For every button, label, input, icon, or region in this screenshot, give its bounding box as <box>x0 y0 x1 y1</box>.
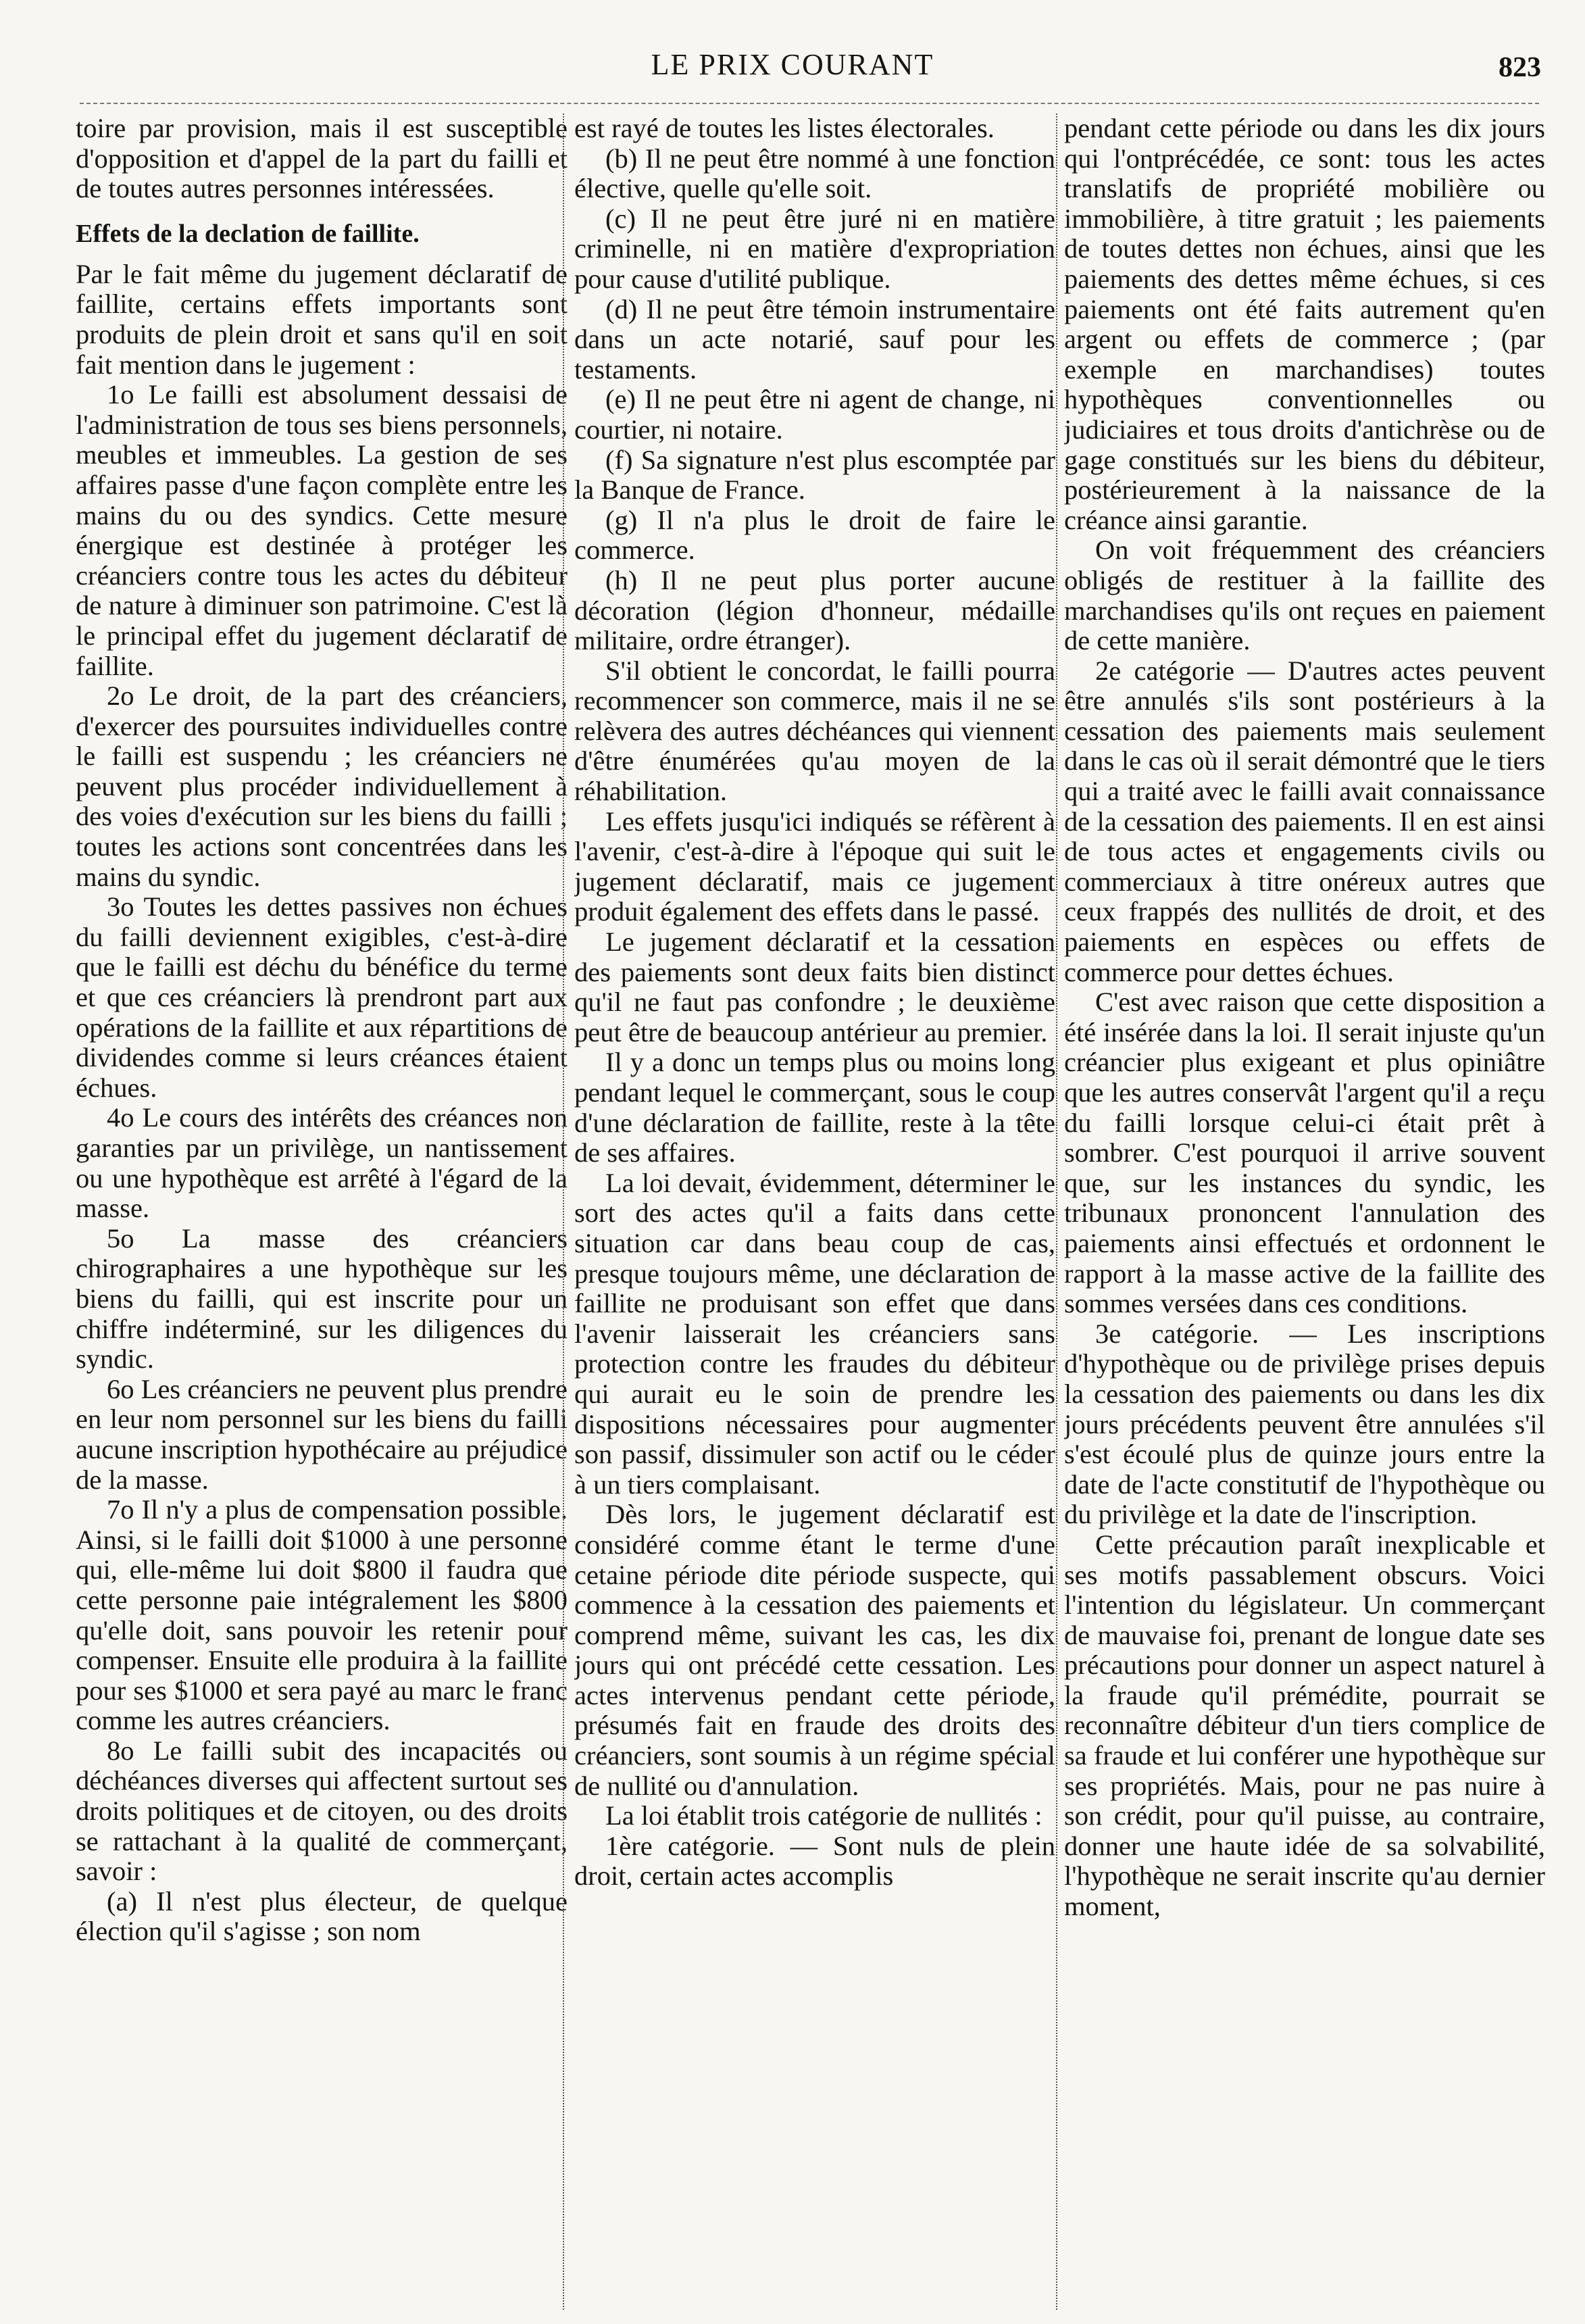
paragraph: (f) Sa signature n'est plus escomptée par la Banque de France. <box>574 444 1055 505</box>
text-column-2 <box>574 114 1055 2310</box>
paragraph: 1ère catégorie. — Sont nuls de plein droit, certain actes accomplis <box>574 1830 1055 1892</box>
paragraph: C'est avec raison que cette disposition a été insérée dans la loi. Il serait injuste qu'un créancier plus exigeant et plus opiniâtre que les autres conservât l'argent qu'il a reçu du failli lorsque celui-ci était prêt à sombrer. C'est pourquoi il arrive souvent que, sur les instances du syndic, les tribunaux prononcent l'annulation des paiements ainsi effectués et ordonnent le rapport à la masse active de la faillite des sommes versées dans ces conditions. <box>1064 987 1545 1319</box>
paragraph: (h) Il ne peut plus porter aucune décoration (légion d'honneur, médaille militaire, ordre étranger). <box>574 564 1055 656</box>
paragraph: 2o Le droit, de la part des créanciers, d'exercer des poursuites individuelles contre le failli est suspendu ; les créanciers ne peuvent plus procéder individuellement à des voies d'exécution sur les biens du failli ; toutes les actions sont concentrées dans les mains du syndic. <box>76 681 568 892</box>
paragraph: (c) Il ne peut être juré ni en matière criminelle, ni en matière d'expropriation pour cause d'utilité publique. <box>574 203 1055 294</box>
page-number: 823 <box>1499 52 1541 83</box>
paragraph: Cette précaution paraît inexplicable et ses motifs passablement obscurs. Voici l'intention du législateur. Un commerçant de mauvaise foi, prenant de longue date ses précautions pour donner un aspect naturel à la fraude qu'il prémédite, pourrait se reconnaître débiteur d'un tiers complice de sa fraude et lui conférer une hypothèque sur ses propriétés. Mais, pour ne pas nuire à son crédit, pour qu'il puisse, au contraire, donner une haute idée de sa solvabilité, l'hypothèque ne serait inscrite qu'au dernier moment, <box>1064 1529 1545 1922</box>
paragraph: Il y a donc un temps plus ou moins long pendant lequel le commerçant, sous le coup d'une déclaration de faillite, reste à la tête de ses affaires. <box>574 1047 1055 1168</box>
paragraph: 1o Le failli est absolument dessaisi de l'administration de tous ses biens personnels, meubles et immeubles. La gestion de ses affaires passe d'une façon complète entre les mains du ou des syndics. Cette mesure énergique est destinée à protéger les créanciers contre tous les actes du débiteur de nature à diminuer son patrimoine. C'est là le principal effet du jugement déclaratif de faillite. <box>76 379 568 681</box>
paragraph: 8o Le failli subit des incapacités ou déchéances diverses qui affectent surtout ses droits politiques et de citoyen, ou des droits se rattachant à la qualité de commerçant, savoir : <box>76 1735 568 1887</box>
paragraph: Par le fait même du jugement déclaratif de faillite, certains effets importants sont produits de plein droit et sans qu'il en soit fait mention dans le jugement : <box>76 258 568 380</box>
paragraph: 6o Les créanciers ne peuvent plus prendre en leur nom personnel sur les biens du failli aucune inscription hypothécaire au préjudice de la masse. <box>76 1373 568 1495</box>
paragraph: 4o Le cours des intérêts des créances non garanties par un privilège, un nantissement ou une hypothèque est arrêté à l'égard de la masse. <box>76 1102 568 1224</box>
paragraph: On voit fréquemment des créanciers obligés de restituer à la faillite des marchandises qu'ils ont reçues en paiement de cette manière. <box>1064 535 1545 656</box>
running-header <box>0 46 1585 86</box>
paragraph: pendant cette période ou dans les dix jours qui l'ontprécédée, ce sont: tous les actes translatifs de propriété mobilière ou immobilière, à titre gratuit ; les paiements de toutes dettes non échues, ainsi que les paiements des dettes même échues, si ces paiements ont été faits autrement qu'en argent ou effets de commerce ; (par exemple en marchandises) toutes hypothèques conventionnelles ou judiciaires et tous droits d'antichrèse ou de gage constitués sur les biens du débiteur, postérieurement à la naissance de la créance ainsi garantie. <box>1064 114 1545 535</box>
paragraph: Les effets jusqu'ici indiqués se réfèrent à l'avenir, c'est-à-dire à l'époque qui suit le jugement déclaratif, mais ce jugement produit également des effets dans le passé. <box>574 806 1055 927</box>
paragraph: (b) Il ne peut être nommé à une fonction élective, quelle qu'elle soit. <box>574 143 1055 204</box>
column-divider-2 <box>1056 114 1057 2310</box>
text-column-3 <box>1064 114 1545 2310</box>
text-column-1 <box>76 114 568 2310</box>
paragraph: (d) Il ne peut être témoin instrumentaire dans un acte notarié, sauf pour les testaments. <box>574 293 1055 385</box>
paragraph: 3e catégorie. — Les inscriptions d'hypothèque ou de privilège prises depuis la cessation des paiements ou dans les dix jours précédents peuvent être annulées s'il s'est écoulé plus de quinze jours entre la date de l'acte constitutif de l'hypothèque ou du privilège et la date de l'inscription. <box>1064 1318 1545 1530</box>
paragraph: (a) Il n'est plus électeur, de quelque élection qu'il s'agisse ; son nom <box>76 1885 568 1947</box>
paragraph: 7o Il n'y a plus de compensation possible. Ainsi, si le failli doit $1000 à une personne qui, elle-même lui doit $800 il faudra que cette personne paie intégralement les $800 qu'elle doit, sans pouvoir les retenir pour compenser. Ensuite elle produira à la faillite pour ses $1000 et sera payé au marc le franc comme les autres créanciers. <box>76 1494 568 1736</box>
paragraph: (e) Il ne peut être ni agent de change, ni courtier, ni notaire. <box>574 384 1055 445</box>
page-title: LE PRIX COURANT <box>651 48 934 81</box>
paragraph: La loi établit trois catégorie de nullités : <box>605 1800 1042 1831</box>
paragraph: est rayé de toutes les listes électorales. <box>574 114 995 143</box>
paragraph: Le jugement déclaratif et la cessation des paiements sont deux faits bien distinct qu'il ne faut pas confondre ; le deuxième peut être de beaucoup antérieur au premier. <box>574 926 1055 1047</box>
paragraph: La loi devait, évidemment, déterminer le sort des actes qu'il a faits dans cette situation car dans beau coup de cas, presque toujours même, une déclaration de faillite ne produisant son effet que dans l'avenir laisserait les créanciers sans protection contre les fraudes du débiteur qui aurait eu le soin de prendre les dispositions nécessaires pour augmenter son passif, dissimuler son actif ou le céder à un tiers complaisant. <box>574 1167 1055 1500</box>
paragraph: (g) Il n'a plus le droit de faire le commerce. <box>574 504 1055 566</box>
paragraph: toire par provision, mais il est susceptible d'opposition et d'appel de la part du failli et de toutes autres personnes intéressées. <box>76 114 568 204</box>
paragraph: 3o Toutes les dettes passives non échues du failli deviennent exigibles, c'est-à-dire que le failli est déchu du bénéfice du terme et que ces créanciers là prendront part aux opérations de la faillite et aux répartitions de dividendes comme si leurs créances étaient échues. <box>76 891 568 1103</box>
header-rule <box>80 103 1539 105</box>
paragraph: 5o La masse des créanciers chirographaires a une hypothèque sur les biens du failli, qui est inscrite pour un chiffre indéterminé, sur les diligences du syndic. <box>76 1222 568 1375</box>
paragraph: S'il obtient le concordat, le failli pourra recommencer son commerce, mais il ne se relèvera des autres déchéances qui viennent d'être énumérées qu'au moyen de la réhabilitation. <box>574 655 1055 807</box>
column-divider-1 <box>563 114 564 2310</box>
paragraph: Dès lors, le jugement déclaratif est considéré comme étant le terme d'une cetaine période dite période suspecte, qui commence à la cessation des paiements et comprend même, suivant les cas, les dix jours qui ont précédé cette cessation. Les actes intervenus pendant cette période, présumés fait en fraude des droits des créanciers, sont soumis à un régime spécial de nullité ou d'annulation. <box>574 1499 1055 1801</box>
paragraph: 2e catégorie — D'autres actes peuvent être annulés s'ils sont postérieurs à la cessation des paiements mais seulement dans le cas où il serait démontré que le tiers qui a traité avec le failli avait connaissance de la cessation des paiements. Il en est ainsi de tous actes et engagements civils ou commerciaux à titre onéreux autres que ceux frappés des nullités de droit, et des paiements en espèces ou effets de commerce pour dettes échues. <box>1064 655 1545 987</box>
section-heading: Effets de la declation de faillite. <box>76 219 420 248</box>
